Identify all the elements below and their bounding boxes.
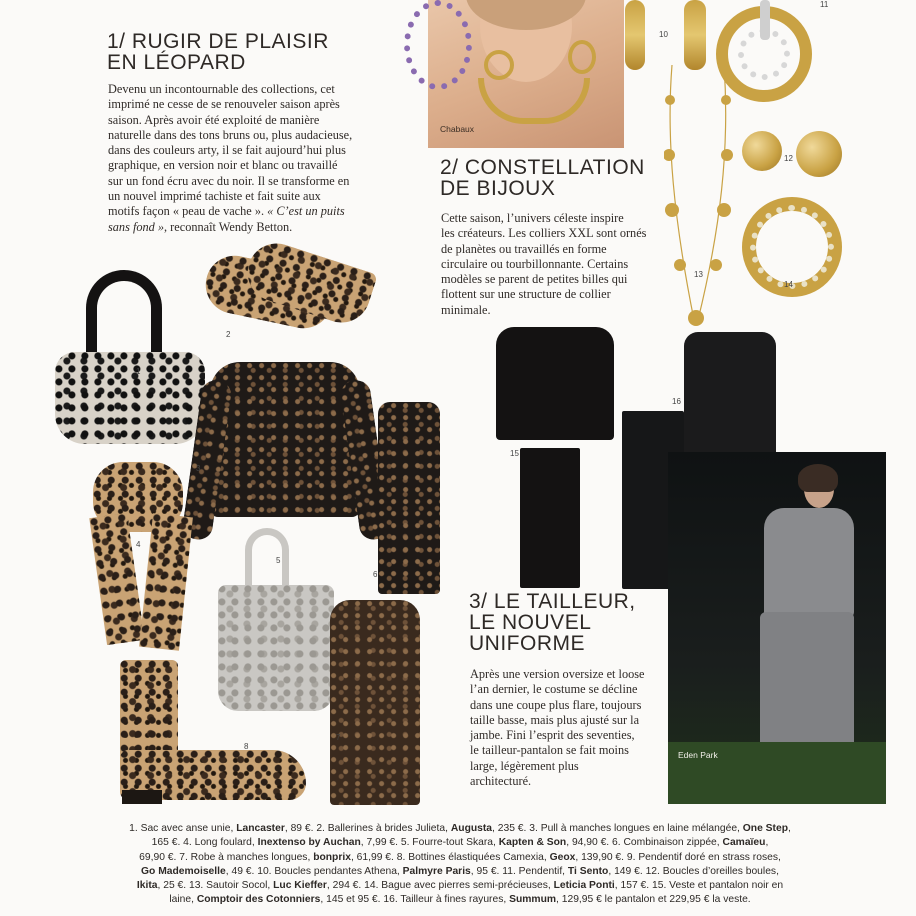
credit-text: laine, <box>169 894 197 906</box>
credits-line <box>60 893 860 907</box>
brand: Summum <box>509 894 557 906</box>
section2-line: les créateurs. Les colliers XXL sont ornés <box>441 226 647 241</box>
brand: Palmyre Paris <box>402 865 471 877</box>
ring-stones <box>750 205 834 289</box>
item-number: 15 <box>510 449 519 458</box>
credit-text: , 129,95 € le pantalon et 229,95 € la veste. <box>556 894 751 906</box>
brand: Leticia Ponti <box>553 880 615 892</box>
section1-quote-end: sans fond » <box>108 219 165 234</box>
bead-necklace <box>664 60 734 330</box>
section1-line: naturelle dans des tons bruns ou, plus audacieuse, <box>108 127 353 142</box>
section1-line: imprimé ne cesse de se renouveler saison après <box>108 97 340 112</box>
brand: Ti Sento <box>567 865 609 877</box>
credit-text: , 61,99 €. 8. Bottines élastiquées Camexia, <box>350 851 550 863</box>
striped-blazer <box>684 332 776 468</box>
brand: Ikita <box>136 880 158 892</box>
ball-earring <box>742 131 782 171</box>
caption-chabaux: Chabaux <box>440 124 475 134</box>
item-number: 7 <box>336 733 341 742</box>
black-blazer <box>496 327 614 440</box>
item-number: 5 <box>276 556 281 565</box>
section2-line: circulaire ou tourbillonnante. Certains <box>441 256 629 271</box>
credit-text: , 139,90 €. 9. Pendentif doré en strass roses, <box>575 851 781 863</box>
credit-text: , 235 €. 3. Pull à manches longues en laine mélangée, <box>492 823 743 834</box>
credits-line <box>60 865 860 879</box>
boot-heel <box>122 790 162 804</box>
credit-text: , 89 €. 2. Ballerines à brides Julieta, <box>284 823 451 834</box>
credit-text: , 94,90 €. 6. Combinaison zippée, <box>566 837 723 849</box>
section1-line: graphique, en version noir et blanc ou travaillé <box>108 158 338 173</box>
credit-text: , 25 €. 13. Sautoir Socol, <box>157 880 274 892</box>
credit-text: , 149 €. 12. Boucles d’oreilles boules, <box>608 865 779 877</box>
section2-title-line2: DE BIJOUX <box>440 177 556 200</box>
section3-line: dans une coupe plus flare, toujours <box>470 697 642 712</box>
section3-title-line3: UNIFORME <box>469 632 585 655</box>
item-number: 3 <box>196 464 201 473</box>
section3-line: jambe. Fini l’esprit des seventies, <box>470 728 635 743</box>
credits-line <box>60 836 860 850</box>
item-number: 14 <box>784 280 793 289</box>
brand: Lancaster <box>236 823 285 834</box>
item-number: 11 <box>820 0 829 9</box>
brand: Camaïeu <box>722 837 766 849</box>
product-credits <box>60 822 860 908</box>
section1-title-line1: 1/ RUGIR DE PLAISIR <box>107 30 329 53</box>
eden-park-photo <box>668 452 886 804</box>
section3-line: l’an dernier, le costume se décline <box>470 682 638 697</box>
model-hair <box>798 464 838 492</box>
scarf-tail <box>139 513 193 650</box>
credits-line <box>60 822 860 836</box>
scarf-tail <box>89 513 144 645</box>
earring-right <box>568 40 596 74</box>
statement-necklace <box>478 78 590 124</box>
credits-line <box>60 879 860 893</box>
section3-body <box>470 667 645 789</box>
item-number: 6 <box>373 570 378 579</box>
item-number: 16 <box>672 397 681 406</box>
section1-line <box>108 204 352 219</box>
brand: Geox <box>549 851 576 863</box>
leopard-bag <box>55 352 205 444</box>
ball-earring <box>796 131 842 177</box>
section1-attribution: , reconnaît Wendy Betton. <box>164 219 293 234</box>
section1-line: un nouvel imprimé tachiste et fait suite aux <box>108 189 321 204</box>
long-sleeve-dress <box>330 600 420 805</box>
leopard-tote <box>218 585 334 711</box>
credit-text: , <box>787 823 791 834</box>
section1-line: saison. Après avoir été exploité de manière <box>108 112 320 127</box>
pendant-earring-left <box>625 0 645 70</box>
brand: Go Mademoiselle <box>141 865 226 877</box>
credit-text: 165 €. 4. Long foulard, <box>151 837 258 849</box>
section3-line: taille basse, mais plus ajusté sur la <box>470 712 640 727</box>
item-number: 8 <box>244 742 249 751</box>
section1-line <box>108 220 352 235</box>
section2-line: minimale. <box>441 302 491 317</box>
credit-text: 69,90 €. 7. Robe à manches longues, <box>139 851 314 863</box>
black-trousers <box>520 448 580 588</box>
section3-line: Après une version oversize et loose <box>470 667 645 681</box>
section2-title-line1: 2/ CONSTELLATION <box>440 156 645 179</box>
grey-suit-trousers <box>760 612 854 752</box>
credit-text: , 145 et 95 €. 16. Tailleur à fines rayures, <box>320 894 510 906</box>
item-number: 2 <box>226 330 231 339</box>
section3-line: le tailleur-pantalon se fait moins <box>470 743 629 758</box>
brand: Kapten & Son <box>498 837 567 849</box>
credit-text: , 95 €. 11. Pendentif, <box>470 865 568 877</box>
section3-title-line2: LE NOUVEL <box>469 611 592 634</box>
section3-title-line1: 3/ LE TAILLEUR, <box>469 590 636 613</box>
brand: Inextenso by Auchan <box>257 837 361 849</box>
section2-line: Cette saison, l’univers céleste inspire <box>441 211 624 225</box>
amethyst-hoop-earring <box>404 0 472 90</box>
section1-line-text: motifs façon « peau de vache ». <box>108 204 268 219</box>
brand: Luc Kieffer <box>273 880 327 892</box>
item-number: 13 <box>694 270 703 279</box>
credit-text: , 49 €. 10. Boucles pendantes Athena, <box>225 865 403 877</box>
credit-text: , 294 €. 14. Bague avec pierres semi-précieuses, <box>326 880 554 892</box>
credit-text: , <box>765 837 769 849</box>
section1-body <box>108 82 352 235</box>
brand: bonprix <box>313 851 351 863</box>
earring-left <box>484 50 514 80</box>
item-number: 10 <box>659 30 668 39</box>
section3-line: architecturé. <box>470 774 532 789</box>
section3-line: large, légèrement plus <box>470 758 579 773</box>
section2-line: flottent sur une structure de collier <box>441 287 611 302</box>
caption-eden-park: Eden Park <box>678 750 718 760</box>
pendant-bail <box>760 0 770 40</box>
section1-line: dans des couleurs arty, il se fait aujourd’hui plus <box>108 143 346 158</box>
brand: Augusta <box>450 823 493 834</box>
brand: Comptoir des Cotonniers <box>196 894 321 906</box>
credit-text: 1. Sac avec anse unie, <box>129 823 237 834</box>
item-number: 4 <box>136 540 141 549</box>
leopard-sweater <box>210 362 360 517</box>
section1-line: Devenu un incontournable des collections, cet <box>108 82 335 96</box>
credit-text: , 7,99 €. 5. Fourre-tout Skara, <box>360 837 499 849</box>
section2-body <box>441 211 646 318</box>
section2-line: de planètes ou travaillés en forme <box>441 241 607 256</box>
section1-title-line2: EN LÉOPARD <box>107 51 246 74</box>
section1-line: sur un fond écru avec du noir. Il se transforme en <box>108 173 350 188</box>
brand: One Step <box>742 823 788 834</box>
credit-text: , 157 €. 15. Veste et pantalon noir en <box>614 880 784 892</box>
section1-quote: « C’est un puits <box>267 204 345 219</box>
zip-jumpsuit <box>378 402 440 594</box>
grey-suit-jacket <box>764 508 854 618</box>
item-number: 12 <box>784 154 793 163</box>
item-number: 1 <box>136 367 141 376</box>
credits-line <box>60 851 860 865</box>
section2-line: modèles se parent de petites billes qui <box>441 272 628 287</box>
